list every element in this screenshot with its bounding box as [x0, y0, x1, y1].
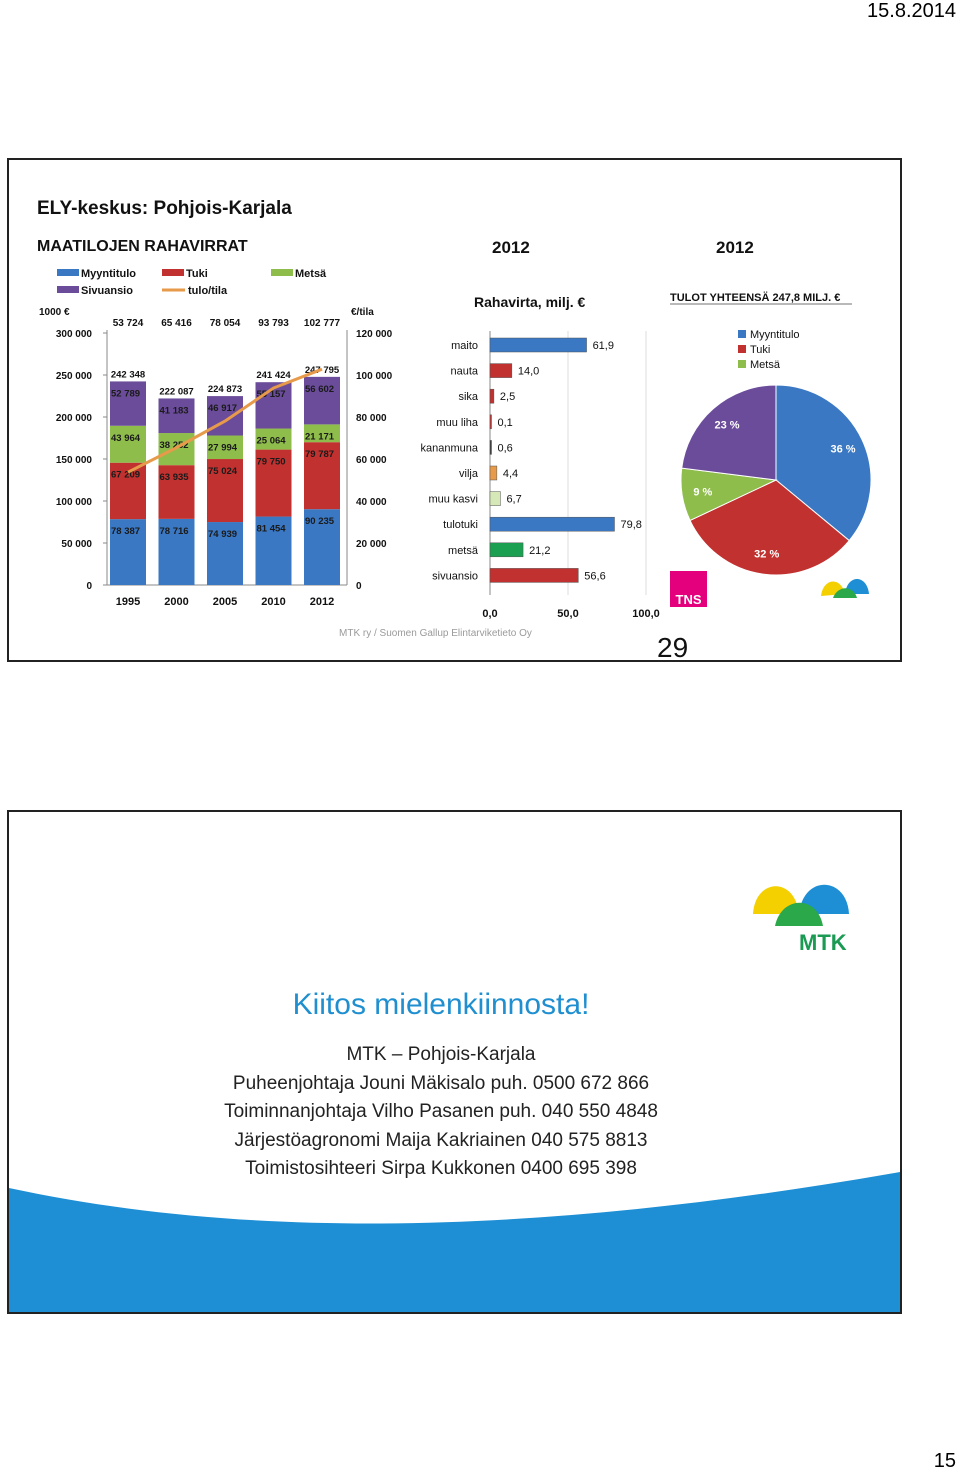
- bar-total-label: 242 348: [110, 369, 146, 381]
- hbar-x-tick-label: 50,0: [557, 608, 579, 620]
- bar-value-label: 79 787: [305, 449, 335, 461]
- legend-swatch: [57, 286, 79, 293]
- mtk-logo: [751, 874, 851, 934]
- hbar-category-label: muu kasvi: [428, 493, 478, 506]
- pie-legend-label: Metsä: [750, 359, 780, 371]
- bar-value-label: 25 064: [256, 435, 286, 447]
- bar-value-label: 21 171: [305, 431, 335, 443]
- bar-value-label: 27 994: [208, 442, 238, 454]
- legend-label: Myyntitulo: [81, 268, 136, 280]
- hbar-category-label: sivuansio: [432, 570, 478, 583]
- legend-label: Metsä: [295, 268, 327, 280]
- bar-value-label: 78 716: [159, 525, 189, 537]
- y2-tick-label: 40 000: [356, 497, 387, 508]
- blue-wave: [9, 1172, 900, 1312]
- y2-tick-label: 20 000: [356, 539, 387, 550]
- tns-logo: TNS: [670, 571, 707, 607]
- y2-axis-label: €/tila: [351, 307, 374, 318]
- legend-label: tulo/tila: [188, 285, 228, 297]
- hbar-value-label: 14,0: [517, 365, 540, 378]
- hbar-category-label: vilja: [459, 468, 478, 480]
- mtk-logo-text: MTK: [799, 930, 847, 955]
- y-axis-label: 1000 €: [39, 307, 70, 318]
- bar-value-label: 81 454: [256, 523, 286, 535]
- page-date: 15.8.2014: [867, 0, 956, 22]
- bar-value-label: 46 917: [208, 403, 238, 415]
- hbar-bar: [490, 492, 500, 506]
- hbar-value-label: 2,5: [499, 391, 516, 404]
- legend-swatch: [271, 269, 293, 276]
- pie-slice: [682, 385, 776, 480]
- hbar-value-label: 21,2: [529, 544, 551, 557]
- bar-value-label: 55 157: [256, 389, 286, 401]
- bar-total-label: 247 795: [304, 364, 340, 376]
- slide-subtitle: MAATILOJEN RAHAVIRRAT: [37, 238, 248, 255]
- pie-legend-swatch: [738, 345, 746, 353]
- hbar-bar: [490, 415, 492, 429]
- y-tick-label: 200 000: [55, 413, 92, 424]
- hbar-value-label: 6,7: [506, 493, 522, 506]
- slide-thanks: [7, 810, 902, 1314]
- y-tick-label: 0: [86, 581, 92, 592]
- bar-value-label: 38 252: [159, 440, 189, 452]
- hbar-value-label: 61,9: [592, 340, 614, 352]
- hbar-value-label: 79,8: [620, 519, 642, 532]
- line-value-label: 65 416: [161, 318, 192, 329]
- legend-swatch: [162, 269, 184, 276]
- y-tick-label: 300 000: [55, 329, 92, 340]
- pie-title: TULOT YHTEENSÄ 247,8 MILJ. €: [670, 292, 841, 304]
- x-tick-label: 2010: [261, 596, 286, 608]
- thanks-heading: Kiitos mielenkiinnosta!: [292, 988, 590, 1021]
- hbar-title: Rahavirta, milj. €: [474, 294, 586, 310]
- contact-line: Puheenjohtaja Jouni Mäkisalo puh. 0500 672 866: [232, 1073, 650, 1094]
- y2-tick-label: 120 000: [356, 329, 393, 340]
- pie-slice-label: 23 %: [714, 419, 740, 432]
- legend-label: Tuki: [186, 268, 208, 280]
- pie-legend-swatch: [738, 360, 746, 368]
- source-note: MTK ry / Suomen Gallup Elintarviketieto Oy: [339, 628, 532, 639]
- x-tick-label: 1995: [115, 596, 141, 608]
- pie-legend-label: Myyntitulo: [750, 329, 800, 341]
- line-value-label: 93 793: [258, 318, 289, 329]
- hbar-category-label: nauta: [450, 365, 478, 378]
- hbar-category-label: sika: [458, 391, 478, 404]
- x-tick-label: 2005: [212, 596, 238, 608]
- hbar-value-label: 4,4: [502, 468, 519, 480]
- bar-total-label: 224 873: [207, 384, 243, 396]
- pie-slice-label: 9 %: [693, 486, 713, 499]
- hbar-value-label: 0,1: [497, 416, 513, 429]
- hbar-bar: [490, 364, 512, 378]
- x-tick-label: 2012: [309, 596, 335, 608]
- bar-value-label: 43 964: [111, 432, 141, 444]
- bar-value-label: 63 935: [159, 472, 189, 484]
- y2-tick-label: 80 000: [356, 413, 387, 424]
- hbar-bar: [490, 389, 494, 403]
- hbar-category-label: muu liha: [436, 416, 478, 429]
- legend-label: Sivuansio: [81, 285, 133, 297]
- pie-slice-label: 32 %: [754, 548, 780, 561]
- hbar-bar: [490, 440, 492, 454]
- bar-value-label: 79 750: [256, 456, 286, 468]
- hbar-category-label: tulotuki: [443, 519, 478, 532]
- bar-value-label: 74 939: [208, 529, 238, 541]
- y2-tick-label: 60 000: [356, 455, 387, 466]
- hbar-bar: [490, 466, 497, 480]
- hbar-bar: [490, 338, 587, 352]
- hbar-category-label: metsä: [448, 544, 478, 557]
- pie-legend-label: Tuki: [750, 344, 771, 356]
- legend-swatch: [57, 269, 79, 276]
- bar-value-label: 75 024: [208, 466, 238, 478]
- contact-line: Toiminnanjohtaja Vilho Pasanen puh. 040 550 4848: [224, 1101, 658, 1122]
- contact-line: Toimistosihteeri Sirpa Kukkonen 0400 695 398: [245, 1158, 637, 1179]
- bar-value-label: 56 602: [305, 383, 335, 395]
- pie-chart: [664, 280, 899, 580]
- y-tick-label: 50 000: [61, 539, 92, 550]
- line-value-label: 53 724: [112, 318, 144, 329]
- y-tick-label: 150 000: [55, 455, 92, 466]
- contact-line: MTK – Pohjois-Karjala: [346, 1044, 536, 1065]
- y-tick-label: 250 000: [55, 371, 92, 382]
- page-number: 15: [933, 1450, 956, 1472]
- hbar-x-tick-label: 0,0: [482, 608, 498, 620]
- y-tick-label: 100 000: [55, 497, 92, 508]
- hbar-category-label: maito: [451, 340, 478, 352]
- pie-legend-swatch: [738, 330, 746, 338]
- slide-title: ELY-keskus: Pohjois-Karjala: [37, 198, 292, 219]
- line-value-label: 102 777: [303, 318, 341, 329]
- hbar-bar: [490, 568, 578, 582]
- slide-chart: [7, 158, 902, 662]
- hbar-bar: [490, 517, 614, 531]
- y2-tick-label: 0: [356, 581, 362, 592]
- bar-value-label: 90 235: [305, 516, 335, 528]
- bar-segment: [110, 426, 146, 463]
- hbar-bar: [490, 543, 523, 557]
- slide-number: 29: [657, 632, 689, 662]
- hbar-value-label: 56,6: [584, 570, 606, 583]
- bar-value-label: 52 789: [111, 388, 141, 400]
- horizontal-bar-chart: [394, 285, 684, 620]
- bar-value-label: 67 209: [111, 469, 141, 481]
- mtk-small-logo: [819, 572, 871, 602]
- contact-line: Järjestöagronomi Maija Kakriainen 040 575 8813: [234, 1130, 648, 1151]
- bar-value-label: 78 387: [111, 526, 141, 538]
- y2-tick-label: 100 000: [356, 371, 393, 382]
- bar-value-label: 41 183: [159, 405, 189, 417]
- hbar-category-label: kananmuna: [420, 442, 478, 455]
- hbar-value-label: 0,6: [497, 442, 513, 455]
- line-value-label: 78 054: [209, 318, 241, 329]
- year-label-right: 2012: [716, 238, 754, 257]
- x-tick-label: 2000: [164, 596, 189, 608]
- bar-total-label: 222 087: [159, 386, 194, 398]
- pie-slice-label: 36 %: [830, 443, 856, 456]
- hbar-x-tick-label: 100,0: [632, 608, 660, 620]
- year-label-middle: 2012: [492, 238, 530, 257]
- stacked-bar-chart: [9, 260, 409, 620]
- bar-total-label: 241 424: [256, 370, 291, 382]
